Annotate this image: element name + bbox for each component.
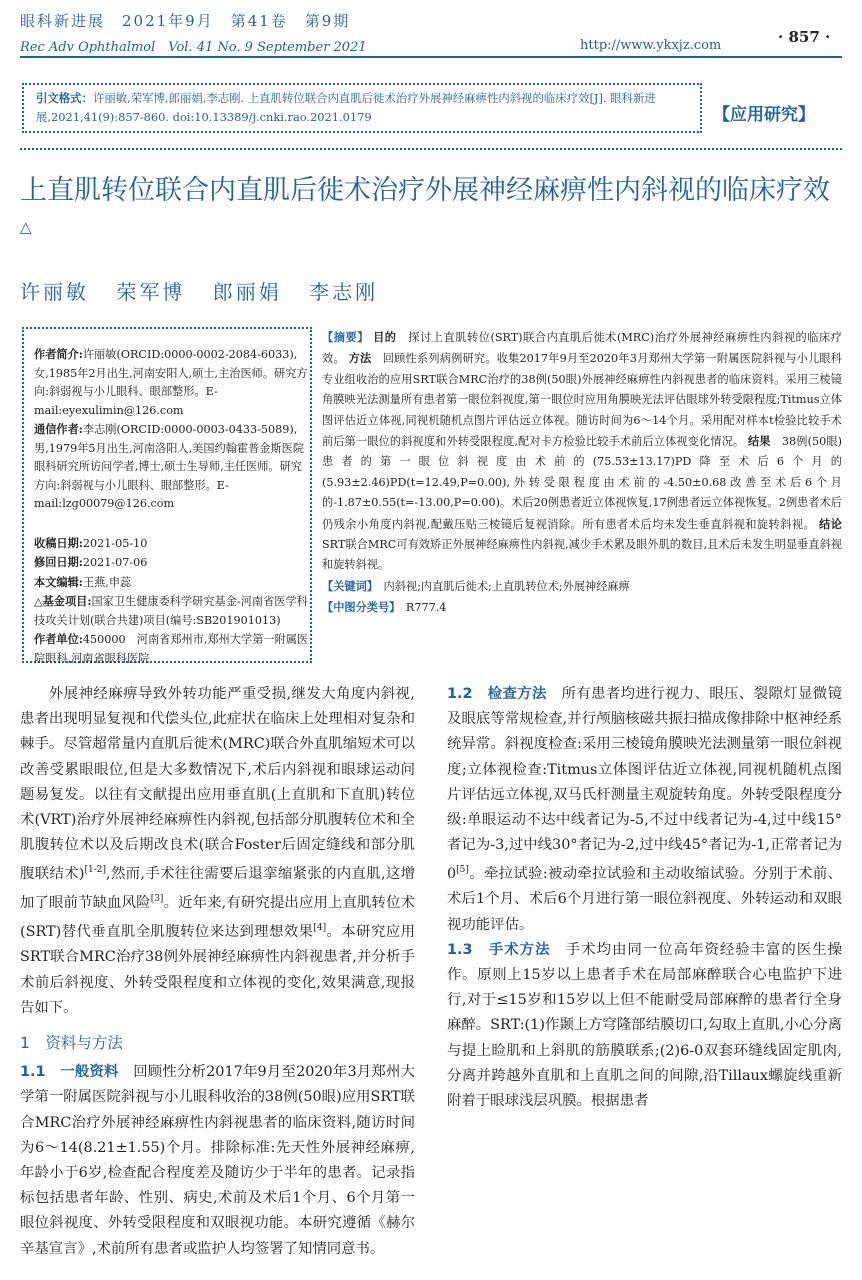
corresponding-label: 通信作者: — [34, 422, 83, 436]
intro-text: 外展神经麻痹导致外转功能严重受损,继发大角度内斜视,患者出现明显复视和代偿头位,此症状在临床上处理相对复杂和棘手。尽管超常量内直肌后徙术(MRC)联合外直肌缩短术可以改善受累眼眼位,但是大多数情况下,术后内斜视和眼球运动问题易复发。以往有文献提出应用垂直肌(上直肌和下直肌)转位术(VRT)治疗外展神经麻痹性内斜视,包括部分肌腹转位术和全肌腹转位术以及后期改良术(联合Foster后固定缝线和部分肌腹联结术) — [20, 686, 415, 883]
journal-url[interactable]: http://www.ykxjz.com — [580, 38, 722, 53]
affiliation-value: 450000 河南省郑州市,郑州大学第一附属医院眼科,河南省眼科医院 — [34, 633, 309, 665]
method-text: 回顾性系列病例研究。收集2017年9月至2020年3月郑州大学第一附属医院斜视与小儿眼科专业组收治的应用SRT联合MRC治疗的38例(50眼)外展神经麻痹性内斜视患者的临床资料。采用三棱镜角膜映光法测量所有患者第一眼位斜视度,第一眼位时应用角膜映光法评估眼球外转受限程度;Titmus立体图评估近立体视,同视机随机点图片评估远立体视。随访时间为6～14个月。采用配对样本t检验比较手术前后第一眼位的斜视度和外转受限程度,配对卡方检验比较手术前后立体视变化情况。 — [322, 352, 842, 449]
keywords — [322, 576, 842, 597]
subsection-heading: 1.1 一般资料 — [20, 1064, 119, 1081]
citation — [36, 89, 696, 127]
objective-label: 目的 — [373, 330, 397, 344]
author-name: 许丽敏 — [20, 280, 89, 304]
author-list — [20, 276, 396, 305]
author-name: 荣军博 — [116, 280, 186, 304]
author-info — [34, 345, 310, 668]
title-separator — [20, 148, 842, 150]
intro-text: 。近年来,有研究提出应用上直肌转位术(SRT)替代垂直肌全肌腹转位来达到理想效果 — [20, 895, 415, 941]
journal-header-en: Rec Adv Ophthalmol Vol. 41 No. 9 September 2021 — [20, 40, 367, 55]
affiliation — [34, 630, 310, 668]
author-name: 李志刚 — [309, 280, 379, 304]
citation-ref: [4] — [313, 923, 327, 934]
intro-text: ,然而,手术往往需要后退挛缩紧张的内直肌,这增加了眼前节缺血风险 — [20, 866, 415, 912]
received-value: 2021-05-10 — [82, 536, 148, 550]
citation-ref: [3] — [150, 894, 164, 905]
abstract-tag: 【摘要】 — [322, 330, 369, 344]
revised-label: 修回日期: — [34, 555, 83, 569]
body-column-right — [447, 682, 842, 1114]
section-heading: 1 资料与方法 — [20, 1034, 123, 1053]
header-rule — [20, 56, 842, 58]
author-bio-label: 作者简介: — [34, 347, 83, 361]
section-text: 所有患者均进行视力、眼压、裂隙灯显微镜及眼底等常规检查,并行颅脑核磁共振扫描成像排除中枢神经系统异常。斜视度检查:采用三棱镜角膜映光法测量第一眼位斜视度;立体视检查:Titmus立体图评估近立体视,同视机随机点图片评估远立体视,双马氏杆测量主观旋转角度。外转受限程度分级:单眼运动不达中线者记为-5,不过中线者记为-4,过中线15°者记为-3,过中线30°者记为-2,过中线45°者记为-1,正常者记为0 — [447, 686, 842, 883]
article-category: 【应用研究】 — [713, 105, 815, 125]
subsection-heading: 1.3 手术方法 — [447, 941, 551, 958]
result-text: 38例(50眼)患者的第一眼位斜视度由术前的(75.53±13.17)PD降至术后6个月的(5.93±2.46)PD(t=12.49,P=0.00),外转受限程度由术前的-4.50±0.68改善至术后6个月的-1.87±0.55(t=-13.00,P=0.00)。术后20例患者近立体视恢复,17例患者远立体视恢复。2例患者术后仍残余小角度内斜视,配戴压贴三棱镜后复视消除。所有患者术后均未发生垂直斜视和旋转斜视。 — [322, 435, 842, 531]
abstract-body — [322, 327, 842, 576]
clc-tag: 【中图分类号】 — [322, 600, 395, 615]
fund — [34, 592, 310, 630]
intro-paragraph — [20, 682, 415, 1021]
intro-text: 。本研究应用SRT联合MRC治疗38例外展神经麻痹性内斜视患者,并分析手术前后斜视度、外转受限程度和立体视的变化,效果满意,现报告如下。 — [20, 924, 415, 1016]
abstract — [322, 327, 842, 619]
section-text: 手术均由同一位高年资经验丰富的医生操作。原则上15岁以上患者手术在局部麻醉联合心电监护下进行,对于≤15岁和15岁以上但不能耐受局部麻醉的患者行全身麻醉。SRT:(1)作颞上方穹隆部结膜切口,勾取上直肌,小心分离与提上睑肌和上斜肌的筋膜联系;(2)6-0双套环缝线固定肌肉,分离并跨越外直肌和上直肌之间的间隙,沿Tillaux螺旋线重新附着于眼球浅层巩膜。根据患者 — [447, 941, 842, 1110]
conclusion-text: SRT联合MRC可有效矫正外展神经麻痹性内斜视,减少手术累及眼外肌的数目,且术后未发生明显垂直斜视和旋转斜视。 — [322, 538, 842, 572]
section-text: 回顾性分析2017年9月至2020年3月郑州大学第一附属医院斜视与小儿眼科收治的38例(50眼)应用SRT联合MRC治疗外展神经麻痹性内斜视患者的临床资料,随访时间为6～14(8.21±1.55)个月。排除标准:先天性外展神经麻痹,年龄小于6岁,检查配合程度差及随访少于半年的患者。记录指标包括患者年龄、性别、病史,术前及术后1个月、6个月第一眼位斜视度、外转受限程度和双眼视功能。本研究遵循《赫尔辛基宣言》,术前所有患者或监护人均签署了知情同意书。 — [20, 1064, 415, 1257]
editor-label: 本文编辑: — [34, 574, 83, 589]
clc — [322, 597, 842, 618]
corresponding-author — [34, 420, 310, 514]
revised-date — [34, 553, 310, 573]
article-title — [20, 172, 840, 248]
fund-label: △基金项目: — [34, 594, 92, 608]
objective-text: 探讨上直肌转位(SRT)联合内直肌后徙术(MRC)治疗外展神经麻痹性内斜视的临床疗效。 — [322, 331, 842, 366]
journal-header-cn: 眼科新进展 2021年9月 第41卷 第9期 — [20, 12, 351, 30]
citation-ref: [5] — [456, 865, 469, 876]
corresponding-text: 李志刚(ORCID:0000-0003-0433-5089),男,1979年5月出生,河南洛阳人,美国约翰霍普金斯医院眼科研究所访问学者,博士,硕士生导师,主任医师。研究方向:斜弱视与小儿眼科、眼部整形。E-mail:lzg00079@126.com — [34, 423, 305, 510]
clc-text: R777.4 — [405, 601, 447, 615]
author-bio-text: 许丽敏(ORCID:0000-0002-2084-6033),女,1985年2月出生,河南安阳人,硕士,主治医师。研究方向:斜弱视与小儿眼科、眼部整形。E-mail:eyexulimin@126.com — [34, 348, 308, 417]
received-label: 收稿日期: — [34, 535, 83, 550]
author-name: 郎丽娟 — [212, 280, 282, 304]
section-1-3 — [447, 938, 842, 1114]
conclusion-label: 结论 — [819, 516, 842, 531]
editor — [34, 573, 310, 593]
affiliation-label: 作者单位: — [34, 632, 83, 646]
section-1-1 — [20, 1060, 415, 1262]
citation-label: 引文格式： — [36, 91, 93, 105]
keywords-text: 内斜视;内直肌后徙术;上直肌转位术;外展神经麻痹 — [383, 579, 630, 593]
fund-value: 国家卫生健康委科学研究基金-河南省医学科技攻关计划(联合共建)项目(编号:SB201901013) — [34, 595, 308, 627]
title-mark: △ — [20, 218, 32, 236]
section-text: 。牵拉试验:被动牵拉试验和主动收缩试验。分别于术前、术后1个月、术后6个月进行第一眼位斜视度、外转运动和双眼视功能评估。 — [447, 866, 842, 933]
title-text: 上直肌转位联合内直肌后徙术治疗外展神经麻痹性内斜视的临床疗效 — [20, 175, 830, 206]
result-label: 结果 — [747, 434, 771, 449]
page-number: · 857 · — [778, 28, 831, 46]
method-label: 方法 — [348, 351, 372, 366]
received-date — [34, 534, 310, 554]
keywords-tag: 【关键词】 — [322, 578, 373, 593]
citation-text: 许丽敏,荣军博,郎丽娟,李志刚. 上直肌转位联合内直肌后徙术治疗外展神经麻痹性内斜视的临床疗效[J]. 眼科新进展,2021,41(9):857-860. doi:10.13389/j.cnki.rao.2021.0179 — [36, 91, 656, 124]
section-1-2 — [447, 682, 842, 938]
citation-ref: [1-2] — [84, 865, 107, 876]
body-column-left — [20, 682, 415, 1262]
subsection-heading: 1.2 检查方法 — [447, 686, 547, 702]
author-bio — [34, 345, 310, 420]
revised-value: 2021-07-06 — [82, 556, 148, 569]
editor-value: 王燕,申蕊 — [82, 575, 132, 589]
